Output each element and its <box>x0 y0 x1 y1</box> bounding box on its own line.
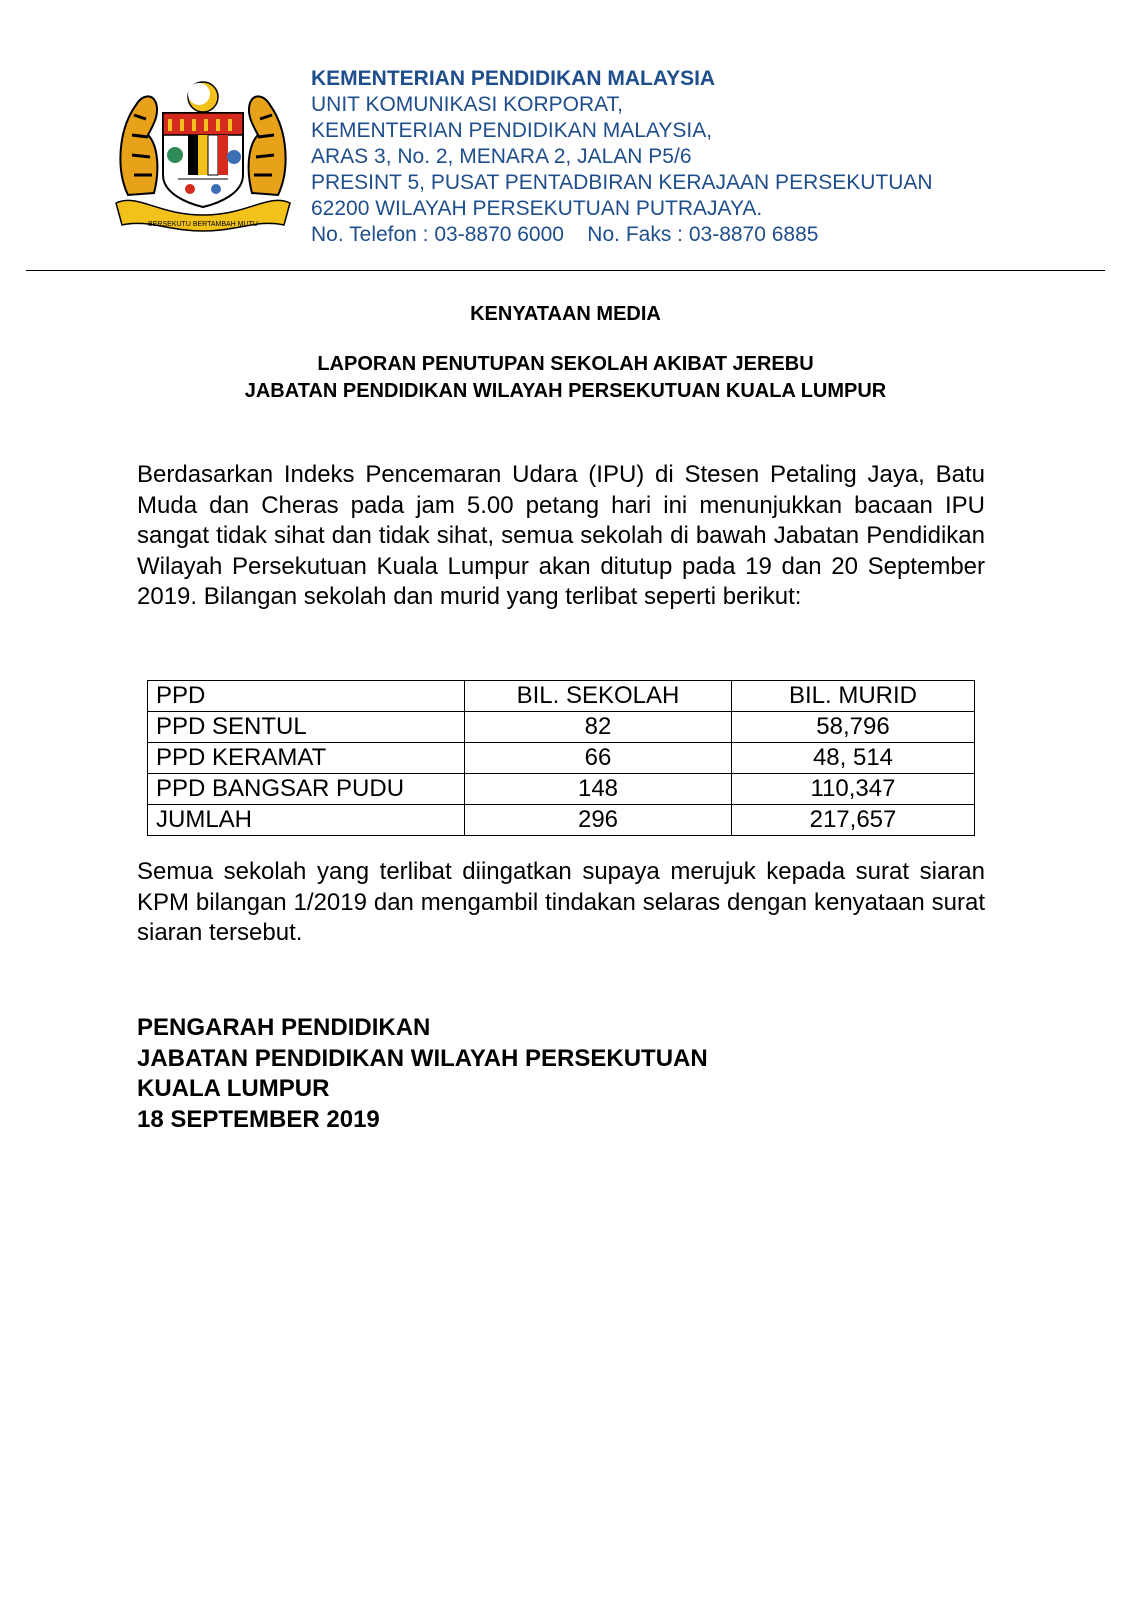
address-line: UNIT KOMUNIKASI KORPORAT, <box>311 93 623 116</box>
signoff-date: 18 SEPTEMBER 2019 <box>137 1105 380 1133</box>
signoff-block <box>137 1013 708 1135</box>
coat-of-arms-icon <box>108 75 298 235</box>
table-header-row <box>148 681 975 712</box>
header-divider <box>26 270 1105 271</box>
table-header-cell: BIL. SEKOLAH <box>465 681 732 712</box>
table-cell: 58,796 <box>732 712 975 743</box>
table-cell: 48, 514 <box>732 743 975 774</box>
body-paragraph-1: Berdasarkan Indeks Pencemaran Udara (IPU) di Stesen Petaling Jaya, Batu Muda dan Cheras pada jam 5.00 petang hari ini menunjukkan bacaan IPU sangat tidak sihat dan tidak sihat, semua sekolah di bawah Jabatan Pendidikan Wilayah Persekutuan Kuala Lumpur akan ditutup pada 19 dan 20 September 2019. Bilangan sekolah dan murid yang terlibat seperti berikut: <box>137 461 985 610</box>
table-header-cell: PPD <box>148 681 465 712</box>
table-cell: 66 <box>465 743 732 774</box>
table-cell: 148 <box>465 774 732 805</box>
document-title-line-2: JABATAN PENDIDIKAN WILAYAH PERSEKUTUAN KUALA LUMPUR <box>244 380 887 402</box>
table-cell: PPD KERAMAT <box>148 743 465 774</box>
table-row <box>148 743 975 774</box>
table-row <box>148 774 975 805</box>
table-cell: 82 <box>465 712 732 743</box>
document-title-line-1: LAPORAN PENUTUPAN SEKOLAH AKIBAT JEREBU <box>317 353 814 375</box>
document-type-heading: KENYATAAN MEDIA <box>470 303 661 325</box>
body-paragraph-2: Semua sekolah yang terlibat diingatkan supaya merujuk kepada surat siaran KPM bilangan 1/2019 dan mengambil tindakan selaras dengan kenyataan surat siaran tersebut. <box>137 858 985 946</box>
ministry-name: KEMENTERIAN PENDIDIKAN MALAYSIA <box>311 67 716 90</box>
signoff-line: JABATAN PENDIDIKAN WILAYAH PERSEKUTUAN <box>137 1044 708 1072</box>
table-cell: PPD SENTUL <box>148 712 465 743</box>
table-cell: JUMLAH <box>148 805 465 836</box>
table-row <box>148 712 975 743</box>
contact-line: No. Telefon : 03-8870 6000 No. Faks : 03-8870 6885 <box>311 223 819 246</box>
table-total-row <box>148 805 975 836</box>
address-line: 62200 WILAYAH PERSEKUTUAN PUTRAJAYA. <box>311 197 763 220</box>
signoff-line: PENGARAH PENDIDIKAN <box>137 1014 431 1041</box>
signoff-line: KUALA LUMPUR <box>137 1075 330 1102</box>
table-cell: 110,347 <box>732 774 975 805</box>
table-cell: 217,657 <box>732 805 975 836</box>
address-line: ARAS 3, No. 2, MENARA 2, JALAN P5/6 <box>311 145 692 168</box>
address-line: PRESINT 5, PUSAT PENTADBIRAN KERAJAAN PERSEKUTUAN <box>311 171 933 194</box>
letterhead <box>311 66 1111 248</box>
address-line: KEMENTERIAN PENDIDIKAN MALAYSIA, <box>311 119 713 142</box>
school-closure-table <box>147 680 975 836</box>
svg-text:BERSEKUTU BERTAMBAH MUTU: BERSEKUTU BERTAMBAH MUTU <box>148 221 258 228</box>
table-cell: 296 <box>465 805 732 836</box>
table-header-cell: BIL. MURID <box>732 681 975 712</box>
table-cell: PPD BANGSAR PUDU <box>148 774 465 805</box>
